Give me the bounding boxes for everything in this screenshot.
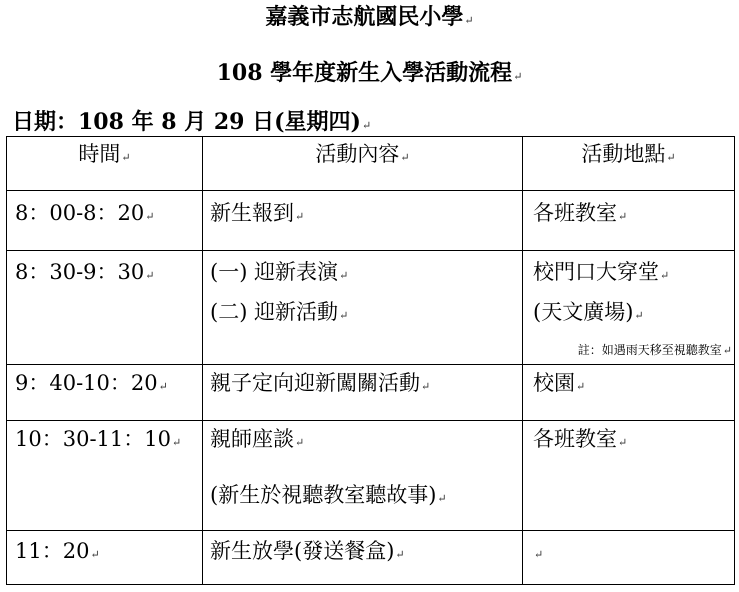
content-line-text: 親師座談 bbox=[210, 427, 294, 451]
location-cell bbox=[523, 251, 735, 365]
location-cell bbox=[523, 421, 735, 531]
location-line bbox=[533, 370, 734, 400]
table-row bbox=[7, 531, 735, 585]
time-cell bbox=[7, 531, 203, 585]
content-line bbox=[210, 200, 522, 230]
paragraph-mark-icon: ↵ bbox=[400, 151, 410, 164]
paragraph-mark-icon: ↵ bbox=[295, 210, 305, 223]
content-line bbox=[210, 482, 522, 512]
location-line bbox=[533, 200, 734, 230]
time-value-text: 8：30-9：30 bbox=[15, 260, 145, 284]
paragraph-mark-icon: ↵ bbox=[618, 436, 628, 449]
time-value bbox=[15, 426, 202, 456]
time-value-text: 8：00-8：20 bbox=[15, 201, 145, 225]
location-line-text: 校園 bbox=[533, 371, 575, 395]
paragraph-mark-icon: ↵ bbox=[660, 269, 670, 282]
paragraph-mark-icon: ↵ bbox=[421, 380, 431, 393]
paragraph-mark-icon: ↵ bbox=[395, 548, 405, 561]
content-line-text: (二) 迎新活動 bbox=[210, 300, 339, 324]
content-line bbox=[210, 538, 522, 568]
location-line-text: 各班教室 bbox=[533, 427, 617, 451]
content-line bbox=[210, 370, 522, 400]
content-line-text: (一) 迎新表演 bbox=[210, 260, 339, 284]
time-value-text: 11：20 bbox=[15, 539, 90, 563]
paragraph-mark-icon: ↵ bbox=[576, 380, 586, 393]
content-line bbox=[210, 259, 522, 289]
time-value-text: 10：30-11：10 bbox=[15, 427, 171, 451]
header-content: 活動內容↵ bbox=[203, 137, 523, 191]
time-value bbox=[15, 538, 202, 568]
paragraph-mark-icon: ↵ bbox=[145, 269, 155, 282]
content-cell bbox=[203, 191, 523, 251]
paragraph-mark-icon: ↵ bbox=[722, 344, 732, 357]
event-title: 108 學年度新生入學活動流程↵ bbox=[216, 60, 523, 86]
paragraph-mark-icon: ↵ bbox=[513, 70, 523, 83]
header-time: 時間↵ bbox=[7, 137, 203, 191]
time-cell bbox=[7, 421, 203, 531]
content-cell bbox=[203, 421, 523, 531]
paragraph-mark-icon: ↵ bbox=[618, 210, 628, 223]
location-cell bbox=[523, 365, 735, 421]
time-cell bbox=[7, 365, 203, 421]
content-line-text: 新生報到 bbox=[210, 201, 294, 225]
time-value bbox=[15, 370, 202, 400]
table-row bbox=[7, 191, 735, 251]
content-cell bbox=[203, 251, 523, 365]
paragraph-mark-icon: ↵ bbox=[158, 380, 168, 393]
time-cell bbox=[7, 251, 203, 365]
content-cell bbox=[203, 531, 523, 585]
location-cell bbox=[523, 191, 735, 251]
time-cell bbox=[7, 191, 203, 251]
paragraph-mark-icon: ↵ bbox=[90, 548, 100, 561]
paragraph-mark-icon: ↵ bbox=[121, 151, 131, 164]
content-cell bbox=[203, 365, 523, 421]
paragraph-mark-icon: ↵ bbox=[339, 309, 349, 322]
paragraph-mark-icon: ↵ bbox=[339, 269, 349, 282]
location-line bbox=[533, 426, 734, 456]
paragraph-mark-icon: ↵ bbox=[634, 309, 644, 322]
header-location: 活動地點↵ bbox=[523, 137, 735, 191]
event-date: 日期：108 年 8 月 29 日(星期四)↵ bbox=[12, 109, 372, 135]
schedule-table bbox=[6, 136, 735, 585]
location-line-text: 各班教室 bbox=[533, 201, 617, 225]
time-value bbox=[15, 259, 202, 289]
content-line bbox=[210, 426, 522, 456]
location-cell bbox=[523, 531, 735, 585]
table-row bbox=[7, 365, 735, 421]
paragraph-mark-icon: ↵ bbox=[145, 210, 155, 223]
table-row bbox=[7, 421, 735, 531]
rain-note-text: 註：如遇雨天移至視聽教室 bbox=[577, 343, 722, 357]
school-title: 嘉義市志航國民小學↵ bbox=[265, 4, 474, 30]
content-line-text: (新生於視聽教室聽故事) bbox=[210, 483, 437, 507]
location-line-text: 校門口大穿堂 bbox=[533, 260, 659, 284]
paragraph-mark-icon: ↵ bbox=[437, 492, 447, 505]
table-row bbox=[7, 251, 735, 365]
location-line-text: (天文廣場) bbox=[533, 300, 634, 324]
paragraph-mark-icon: ↵ bbox=[295, 436, 305, 449]
time-value bbox=[15, 200, 202, 230]
location-line bbox=[533, 299, 734, 329]
rain-note bbox=[533, 343, 734, 358]
paragraph-mark-icon: ↵ bbox=[666, 151, 676, 164]
content-line-text: 新生放學(發送餐盒) bbox=[210, 539, 395, 563]
content-line bbox=[210, 299, 522, 329]
content-line-text: 親子定向迎新闖關活動 bbox=[210, 371, 420, 395]
paragraph-mark-icon: ↵ bbox=[464, 14, 474, 27]
location-line bbox=[533, 259, 734, 289]
location-line bbox=[533, 538, 734, 568]
paragraph-mark-icon: ↵ bbox=[361, 119, 372, 132]
header-row bbox=[7, 137, 735, 191]
paragraph-mark-icon: ↵ bbox=[171, 436, 182, 449]
time-value-text: 9：40-10：20 bbox=[15, 371, 158, 395]
paragraph-mark-icon: ↵ bbox=[534, 548, 544, 561]
